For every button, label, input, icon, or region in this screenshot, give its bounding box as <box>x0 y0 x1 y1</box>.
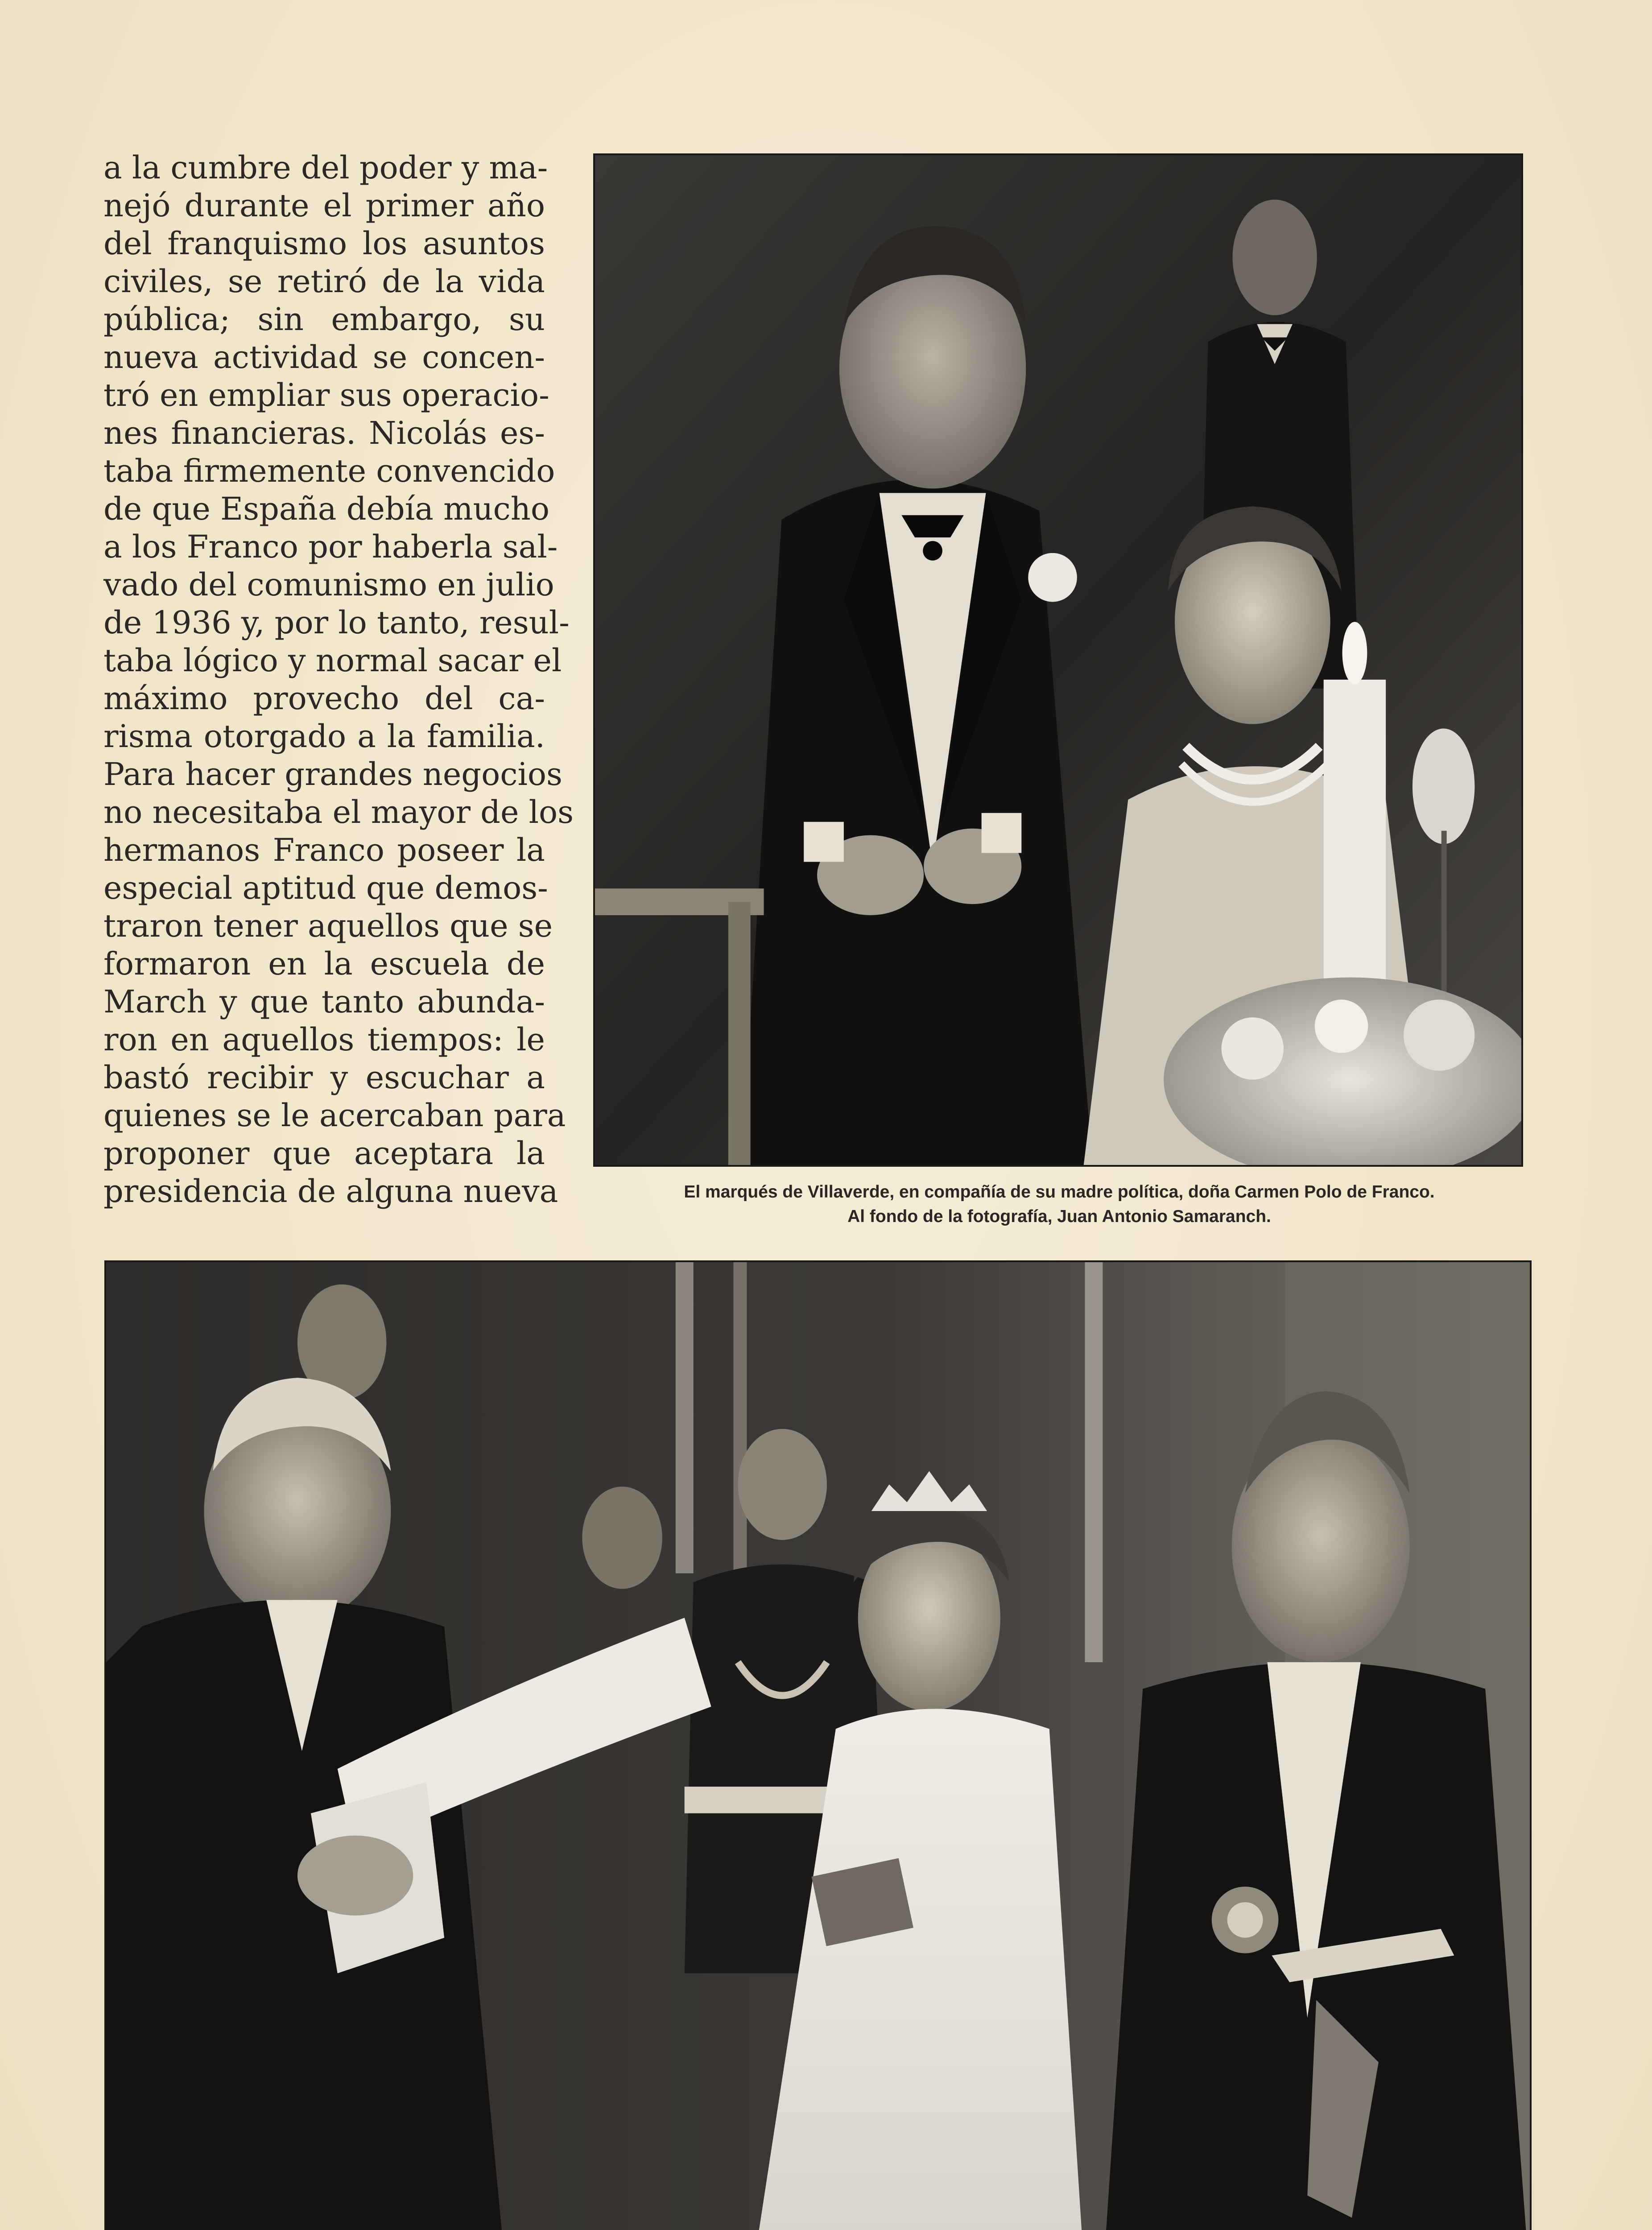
photo-franco-teatro-real <box>104 1260 1532 2230</box>
text-line: nes financieras. Nicolás es- <box>103 415 545 451</box>
text-line: nejó durante el primer año <box>103 187 545 224</box>
text-line: hermanos Franco poseer la <box>103 832 545 868</box>
text-line: nueva actividad se concen- <box>103 339 545 376</box>
caption-line: El marqués de Villaverde, en compañía de su madre política, doña Carmen Polo de Franco. <box>684 1182 1435 1202</box>
text-line: vado del comunismo en julio <box>103 566 554 603</box>
photo-villaverde-carmen-polo <box>593 153 1523 1167</box>
photo-image <box>106 1262 1530 2230</box>
text-line: proponer que aceptara la <box>103 1135 545 1172</box>
text-line: máximo provecho del ca- <box>103 680 545 717</box>
text-line: a la cumbre del poder y ma- <box>103 149 548 186</box>
text-line: March y que tanto abunda- <box>103 983 545 1020</box>
text-line: ron en aquellos tiempos: le <box>103 1021 545 1058</box>
photo-image <box>595 155 1521 1165</box>
text-line: de 1936 y, por lo tanto, resul- <box>103 604 570 641</box>
text-line: Para hacer grandes negocios <box>103 756 562 793</box>
caption-top-photo <box>580 1180 1539 1229</box>
text-line: risma otorgado a la familia. <box>103 718 545 755</box>
text-line: bastó recibir y escuchar a <box>103 1059 545 1096</box>
text-line: civiles, se retiró de la vida <box>103 263 545 300</box>
text-line: quienes se le acercaban para <box>103 1097 566 1134</box>
text-line: especial aptitud que demos- <box>103 870 548 906</box>
caption-line: Al fondo de la fotografía, Juan Antonio Samaranch. <box>847 1207 1271 1226</box>
text-line: taba lógico y normal sacar el <box>103 642 562 679</box>
text-line: de que España debía mucho <box>103 491 549 527</box>
text-line: a los Franco por haberla sal- <box>103 529 558 565</box>
text-line: presidencia de alguna nueva <box>103 1173 558 1210</box>
text-line: formaron en la escuela de <box>103 946 545 982</box>
text-line: del franquismo los asuntos <box>103 225 545 262</box>
text-line: pública; sin embargo, su <box>103 301 545 338</box>
text-line: no necesitaba el mayor de los <box>103 794 574 830</box>
text-line: tró en empliar sus operacio- <box>103 377 549 413</box>
text-line: taba firmemente convencido <box>103 453 555 489</box>
text-line: traron tener aquellos que se <box>103 908 553 944</box>
article-text <box>103 149 574 1210</box>
